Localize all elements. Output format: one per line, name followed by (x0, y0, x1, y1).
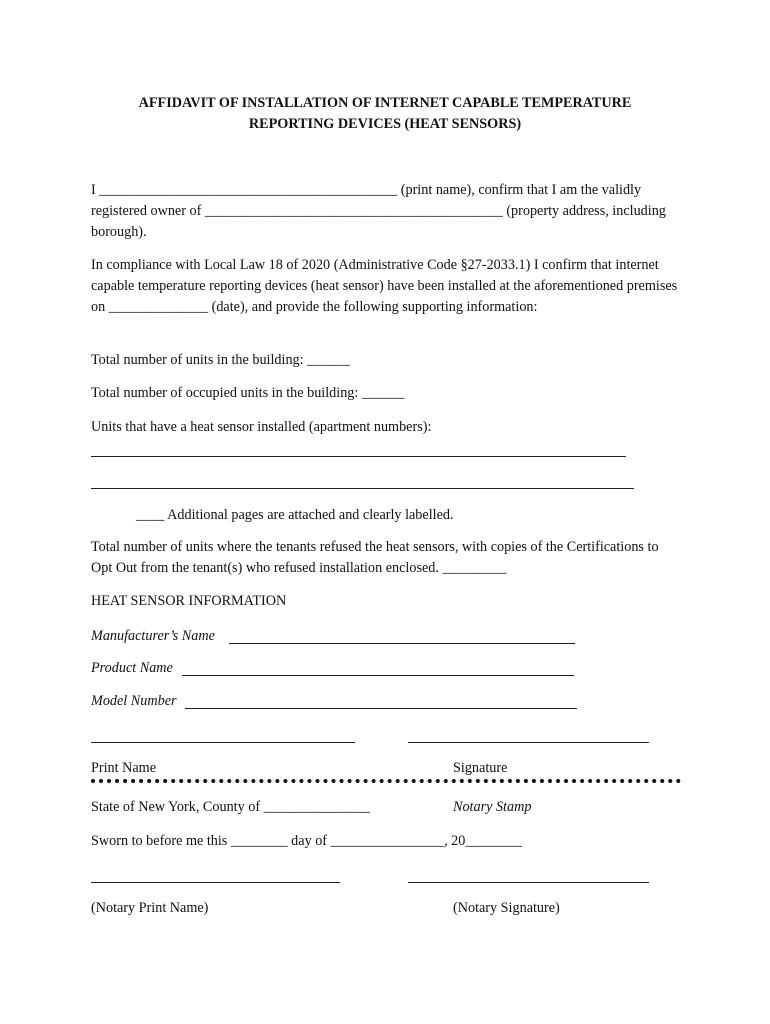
notary-signature-label: (Notary Signature) (453, 900, 560, 916)
manufacturer-label: Manufacturer’s Name (91, 628, 215, 644)
units-installed-label: Units that have a heat sensor installed (apartment numbers): (91, 419, 432, 435)
intro-paragraph: I __________________________________________ (print name), confirm that I am the validly registered owner of __________________________________________ (property address, including borough). (91, 182, 666, 240)
product-name-label: Product Name (91, 660, 173, 676)
total-units-field[interactable]: Total number of units in the building: ______ (91, 352, 350, 368)
title-line-2: REPORTING DEVICES (HEAT SENSORS) (248, 116, 522, 132)
dotted-divider (91, 779, 681, 783)
signature-label: Signature (453, 760, 508, 776)
refused-paragraph: Total number of units where the tenants refused the heat sensors, with copies of the Certifications to Opt Out from the tenant(s) who refused installation enclosed. _________ (91, 539, 659, 576)
units-installed-blank-2[interactable] (91, 488, 634, 489)
product-name-blank[interactable] (182, 675, 574, 676)
signature-blank[interactable] (408, 742, 649, 743)
document-title (80, 93, 690, 135)
title-line-1: AFFIDAVIT OF INSTALLATION OF INTERNET CAPABLE TEMPERATURE (138, 95, 632, 111)
notary-print-name-label: (Notary Print Name) (91, 900, 209, 916)
sworn-field[interactable]: Sworn to before me this ________ day of ________________, 20________ (91, 833, 523, 849)
manufacturer-blank[interactable] (229, 643, 575, 644)
print-name-label: Print Name (91, 760, 157, 776)
heat-sensor-heading: HEAT SENSOR INFORMATION (91, 593, 287, 609)
occupied-units-field[interactable]: Total number of occupied units in the building: ______ (91, 385, 405, 401)
compliance-paragraph: In compliance with Local Law 18 of 2020 (Administrative Code §27-2033.1) I confirm that internet capable temperature reporting devices (heat sensor) have been installed at the aforementioned premises on ______________ (date), and provide the following supporting information: (91, 257, 678, 315)
notary-print-name-blank[interactable] (91, 882, 340, 883)
state-county-field[interactable]: State of New York, County of _______________ (91, 799, 371, 815)
units-installed-blank-1[interactable] (91, 456, 626, 457)
print-name-blank[interactable] (91, 742, 355, 743)
additional-pages-field[interactable]: ____ Additional pages are attached and clearly labelled. (136, 507, 454, 523)
notary-signature-blank[interactable] (408, 882, 649, 883)
model-number-blank[interactable] (185, 708, 577, 709)
model-number-label: Model Number (91, 693, 177, 709)
notary-stamp-label: Notary Stamp (453, 799, 532, 815)
